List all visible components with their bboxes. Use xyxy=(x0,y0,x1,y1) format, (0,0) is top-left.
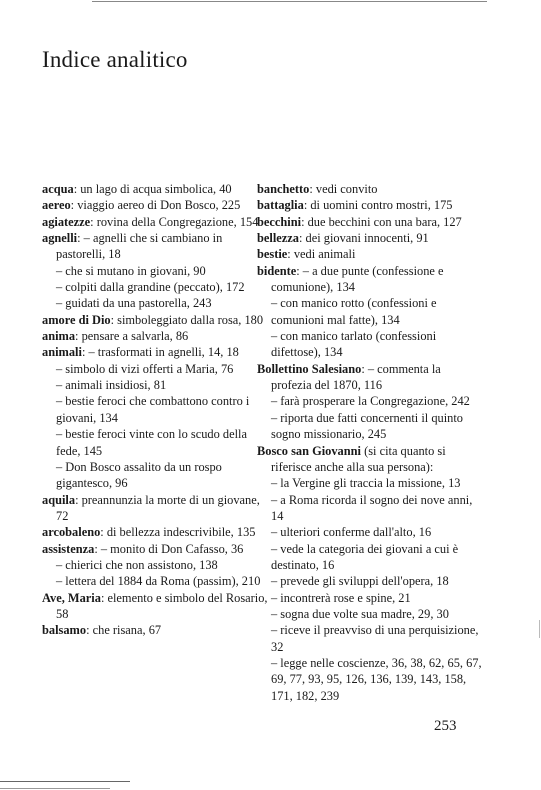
index-entry xyxy=(257,263,484,296)
index-term: aereo xyxy=(42,198,71,213)
bottom-rule-secondary xyxy=(0,788,110,789)
bottom-rule xyxy=(0,781,130,782)
index-entry xyxy=(257,214,484,230)
index-entry-text: : di uomini contro mostri, 175 xyxy=(303,198,453,213)
index-term: becchini xyxy=(257,214,302,229)
index-entry-text: : elemento e simbolo del Rosario, 58 xyxy=(56,590,268,621)
index-entry-text: : – commenta la profezia del 1870, 116 xyxy=(271,361,441,393)
index-entry-text: : rovina della Congregazione, 154 xyxy=(90,214,259,229)
index-entry-text: : pensare a salvarla, 86 xyxy=(75,329,189,344)
index-subentry: – animali insidiosi, 81 xyxy=(56,378,167,393)
index-subentry: – incontrerà rose e spine, 21 xyxy=(271,590,411,605)
index-entry xyxy=(42,590,268,623)
index-subentry: – bestie feroci che combattono contro i giovani, 134 xyxy=(56,394,250,425)
index-term: Bosco san Giovanni xyxy=(257,443,361,458)
index-subentry: – simbolo di vizi offerti a Maria, 76 xyxy=(56,361,234,376)
scan-margin-mark xyxy=(539,620,540,638)
index-entry-text: : di bellezza indescrivibile, 135 xyxy=(100,525,256,540)
index-subentry: – Don Bosco assalito da un rospo gigantesco, 96 xyxy=(56,459,222,491)
index-subentry: – riceve il preavviso di una perquisizione, 32 xyxy=(271,623,479,654)
index-term: bellezza xyxy=(257,231,299,246)
index-entry xyxy=(42,492,268,525)
index-entry-text: : simboleggiato dalla rosa, 180 xyxy=(110,312,264,327)
index-column-right xyxy=(257,181,484,704)
index-entry xyxy=(42,230,268,263)
index-entry xyxy=(257,361,484,394)
index-entry-text: : vedi animali xyxy=(287,247,356,262)
index-term: banchetto xyxy=(257,182,310,196)
index-subentry: – guidati da una pastorella, 243 xyxy=(56,296,212,311)
index-term: bidente xyxy=(257,263,297,278)
index-term: acqua xyxy=(42,182,74,196)
index-entry-text: : preannunzia la morte di un giovane, 72 xyxy=(56,492,260,523)
index-term: bestie xyxy=(257,247,288,262)
index-term: Ave, Maria xyxy=(42,590,101,605)
index-subentry: – riporta due fatti concernenti il quinto sogno missionario, 245 xyxy=(271,410,463,442)
index-term: agiatezze xyxy=(42,214,91,229)
index-subentry: – a Roma ricorda il sogno dei nove anni, 14 xyxy=(271,492,473,523)
index-term: aquila xyxy=(42,492,76,507)
index-entry xyxy=(42,344,268,360)
index-subentry: – legge nelle coscienze, 36, 38, 62, 65, 67, 69, 77, 93, 95, 126, 136, 139, 143, 158, 171, 182, 239 xyxy=(271,655,482,703)
index-entry-text: : vedi convito xyxy=(309,182,378,196)
index-entry xyxy=(42,622,268,638)
index-subentry: – con manico tarlato (confessioni difettose), 134 xyxy=(271,329,437,360)
index-entry-text: : – monito di Don Cafasso, 36 xyxy=(94,541,244,556)
index-subentry: – farà prosperare la Congregazione, 242 xyxy=(271,394,470,409)
index-term: assistenza xyxy=(42,541,95,556)
index-entry xyxy=(257,181,484,197)
top-rule xyxy=(92,1,487,2)
index-term: animali xyxy=(42,345,82,360)
index-subentry: – lettera del 1884 da Roma (passim), 210 xyxy=(56,574,261,589)
index-entry-text: : – a due punte (confessione e comunione), 134 xyxy=(271,263,444,295)
index-subentry: – prevede gli sviluppi dell'opera, 18 xyxy=(271,574,449,589)
index-term: Bollettino Salesiano xyxy=(257,361,362,376)
index-subentry: – che si mutano in giovani, 90 xyxy=(56,263,206,278)
index-entry xyxy=(257,443,484,476)
index-entry xyxy=(257,230,484,246)
index-term: battaglia xyxy=(257,198,304,213)
index-entry xyxy=(42,524,268,540)
page-title: Indice analitico xyxy=(42,47,188,72)
index-subentry: – chierici che non assistono, 138 xyxy=(56,557,218,572)
index-entry-text: : – trasformati in agnelli, 14, 18 xyxy=(81,345,239,360)
index-term: arcobaleno xyxy=(42,525,101,540)
index-term: agnelli xyxy=(42,231,78,246)
index-entry xyxy=(42,181,268,197)
index-entry-text: : – agnelli che si cambiano in pastorelli, 18 xyxy=(56,231,223,262)
index-entry xyxy=(42,312,268,328)
index-subentry: – la Vergine gli traccia la missione, 13 xyxy=(271,476,461,491)
index-subentry: – vede la categoria dei giovani a cui è destinato, 16 xyxy=(271,541,459,572)
index-subentry: – con manico rotto (confessioni e comunioni mal fatte), 134 xyxy=(271,296,437,327)
index-subentry: – ulteriori conferme dall'alto, 16 xyxy=(271,525,432,540)
index-entry-text: : dei giovani innocenti, 91 xyxy=(298,231,429,246)
index-subentry: – bestie feroci vinte con lo scudo della fede, 145 xyxy=(56,427,247,458)
index-entry-text: : che risana, 67 xyxy=(86,623,162,638)
index-term: anima xyxy=(42,329,76,344)
index-term: balsamo xyxy=(42,623,87,638)
index-entry xyxy=(42,328,268,344)
index-entry xyxy=(257,197,484,213)
index-term: amore di Dio xyxy=(42,312,111,327)
index-subentry: – sogna due volte sua madre, 29, 30 xyxy=(271,606,449,621)
index-subentry: – colpiti dalla grandine (peccato), 172 xyxy=(56,280,245,295)
index-entry-text: : due becchini con una bara, 127 xyxy=(301,214,462,229)
index-entry xyxy=(42,214,268,230)
index-entry-text: (si cita quanto si riferisce anche alla sua persona): xyxy=(271,443,446,474)
index-column-left xyxy=(42,181,268,639)
index-entry xyxy=(42,541,268,557)
index-entry-text: : un lago di acqua simbolica, 40 xyxy=(73,182,232,196)
page-number: 253 xyxy=(434,718,457,734)
index-entry-text: : viaggio aereo di Don Bosco, 225 xyxy=(70,198,241,213)
index-entry xyxy=(42,197,268,213)
index-entry xyxy=(257,246,484,262)
